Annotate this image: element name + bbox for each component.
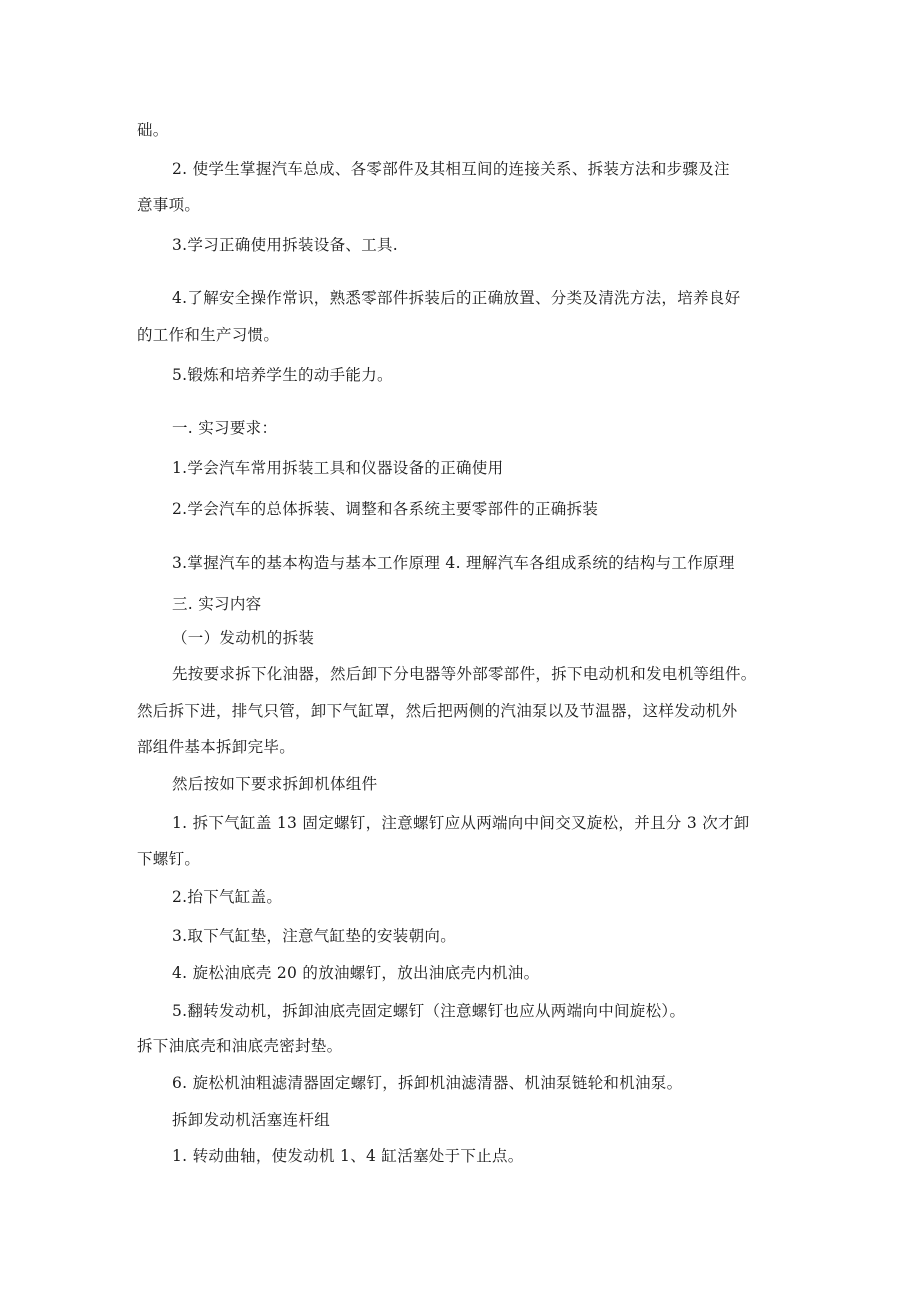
text-line: 拆下油底壳和油底壳密封垫。 [137, 1037, 343, 1055]
text-line: 1. 拆下气缸盖 13 固定螺钉，注意螺钉应从两端向中间交叉旋松，并且分 3 次才卸 [172, 814, 750, 832]
text-line: 部组件基本拆卸完毕。 [137, 738, 296, 756]
text-line: 3.掌握汽车的基本构造与基本工作原理 4. 理解汽车各组成系统的结构与工作原理 [172, 554, 735, 572]
section-heading: 三. 实习内容 [172, 595, 262, 613]
text-line: 2. 使学生掌握汽车总成、各零部件及其相互间的连接关系、拆装方法和步骤及注 [172, 160, 730, 178]
text-line: 2.学会汽车的总体拆装、调整和各系统主要零部件的正确拆装 [172, 500, 599, 518]
text-line: 2.抬下气缸盖。 [172, 888, 283, 906]
text-line: 5.翻转发动机，拆卸油底壳固定螺钉（注意螺钉也应从两端向中间旋松）。 [172, 1002, 686, 1020]
text-line: 的工作和生产习惯。 [137, 326, 280, 344]
text-line: 4. 旋松油底壳 20 的放油螺钉，放出油底壳内机油。 [172, 964, 540, 982]
text-line: 下螺钉。 [137, 850, 201, 868]
text-line: 1. 转动曲轴，使发动机 1、4 缸活塞处于下止点。 [172, 1147, 524, 1165]
text-line: 然后按如下要求拆卸机体组件 [172, 775, 378, 793]
subsection-heading: 拆卸发动机活塞连杆组 [172, 1111, 331, 1129]
text-line: 1.学会汽车常用拆装工具和仪器设备的正确使用 [172, 459, 504, 477]
text-line: 5.锻炼和培养学生的动手能力。 [172, 366, 393, 384]
text-line: 3.学习正确使用拆装设备、工具. [172, 236, 399, 254]
section-heading: 一. 实习要求： [172, 419, 278, 437]
subsection-heading: （一）发动机的拆装 [172, 629, 315, 647]
text-line: 先按要求拆下化油器，然后卸下分电器等外部零部件，拆下电动机和发电机等组件。 [172, 665, 757, 683]
text-line: 然后拆下进，排气只管，卸下气缸罩，然后把两侧的汽油泵以及节温器，这样发动机外 [137, 702, 738, 720]
text-line: 3.取下气缸垫，注意气缸垫的安装朝向。 [172, 927, 456, 945]
text-line: 4.了解安全操作常识，熟悉零部件拆装后的正确放置、分类及清洗方法，培养良好 [172, 289, 741, 307]
text-line: 意事项。 [137, 196, 201, 214]
text-line: 础。 [137, 121, 169, 139]
text-line: 6. 旋松机油粗滤清器固定螺钉，拆卸机油滤清器、机油泵链轮和机油泵。 [172, 1074, 683, 1092]
